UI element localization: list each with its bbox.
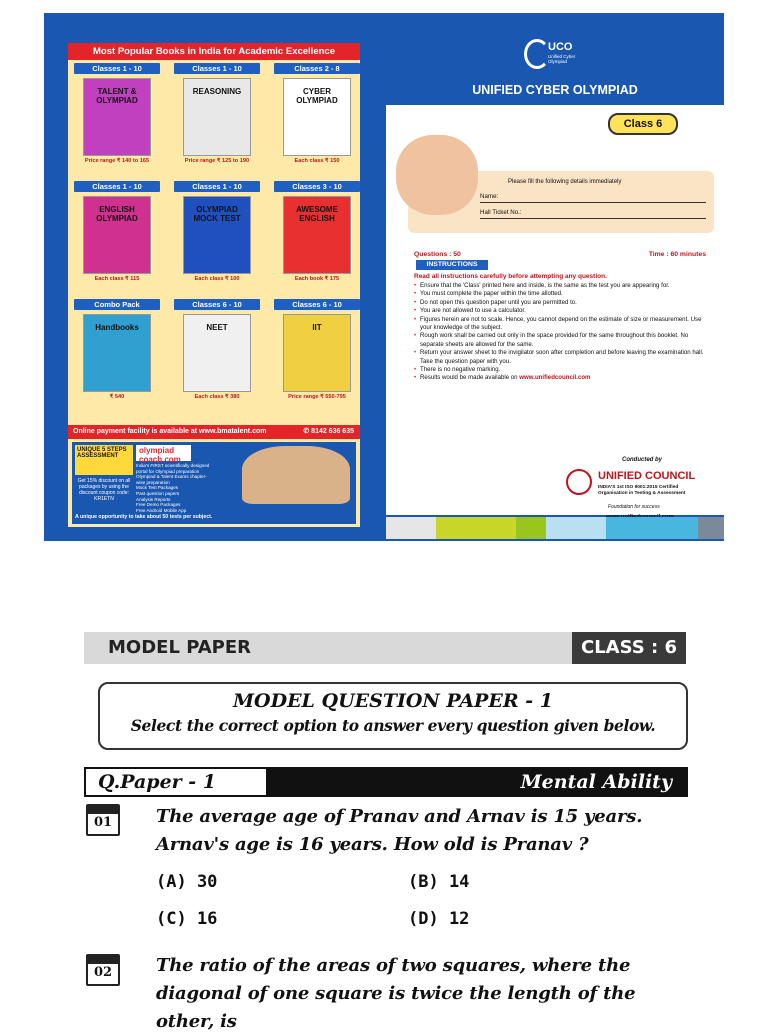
book-item[interactable]	[274, 299, 360, 400]
class-label: Class 6	[608, 113, 678, 135]
discount-text: Get 15% discount on all packages by using the discount coupon code: KR1ETN	[77, 478, 131, 502]
results-link[interactable]: www.unifiedcouncil.com	[519, 374, 591, 382]
results-text: Results would be made available on	[420, 374, 518, 382]
book-title: Handbooks	[95, 323, 139, 332]
uco-logo-icon	[524, 39, 550, 69]
book-price: Each class ₹ 100	[194, 276, 240, 282]
conducted-by: Conducted by	[622, 457, 662, 463]
book-cover	[283, 78, 351, 156]
book-class-badge: Combo Pack	[74, 299, 160, 310]
option-c[interactable]: (C) 16	[156, 909, 218, 929]
book-cover	[283, 314, 351, 392]
book-title: AWESOME ENGLISH	[296, 205, 338, 223]
book-item[interactable]	[74, 181, 160, 282]
iso-text	[598, 485, 685, 496]
instruction-item: • Do not open this question paper until you are permitted to.	[414, 299, 710, 307]
iso-line-2: Organisation in Testing & Assessment	[598, 490, 686, 496]
book-price: Each class ₹ 380	[194, 394, 240, 400]
please-fill-text: Please fill the following details immediately	[508, 179, 622, 185]
read-all-text: Read all instructions carefully before attempting any question.	[414, 273, 607, 280]
feature-item: Free Android Mobile App	[136, 507, 187, 513]
book-item[interactable]	[74, 299, 160, 400]
instruction-item: • Figures herein are not to scale. Hence, you cannot depend on the estimate of size or measurement. Use your knowledge of the subject.	[414, 316, 710, 333]
coach-logo: olympiad coach.com	[136, 445, 191, 461]
color-strip	[546, 517, 606, 539]
exam-meta	[414, 251, 706, 258]
online-payment-bar	[68, 425, 360, 439]
question-number-icon	[86, 804, 120, 836]
instruction-item: • Rough work shall be carried out only in the space provided for the same throughout this booklet. No separate sheets are allowed for the same.	[414, 332, 710, 349]
question-number: 01	[93, 815, 113, 830]
instruction-item: • Return your answer sheet to the invigilator soon after completion and before leaving the examination hall. Take the question paper with you.	[414, 349, 710, 366]
instruction-item: • You are not allowed to use a calculator.	[414, 307, 710, 315]
option-b[interactable]: (B) 14	[408, 872, 470, 892]
time-limit: Time : 60 minutes	[648, 251, 706, 258]
feature-item: Analysis Reports	[136, 496, 171, 502]
instruction-item: • You must complete the paper within the time allotted.	[414, 290, 710, 298]
book-cover	[283, 196, 351, 274]
question-number-icon	[86, 954, 120, 986]
instructions-heading: INSTRUCTIONS	[416, 260, 488, 270]
book-title: NEET	[206, 323, 228, 332]
book-class-badge: Classes 6 - 10	[274, 299, 360, 310]
unique-opportunity: A unique opportunity to take about 50 tests per subject.	[75, 514, 213, 520]
instruction-list	[414, 282, 710, 383]
phone-number: ✆ 8142 636 635	[303, 428, 354, 435]
book-item[interactable]	[174, 299, 260, 400]
brochure-cover	[44, 13, 724, 541]
model-paper-header: MODEL PAPER	[84, 632, 572, 664]
book-title: ENGLISH OLYMPIAD	[96, 205, 138, 223]
book-price: Each book ₹ 175	[294, 276, 340, 282]
book-class-badge: Classes 6 - 10	[174, 299, 260, 310]
color-strip	[516, 517, 546, 539]
section-header	[84, 767, 688, 797]
uco-logo	[524, 39, 594, 79]
book-class-badge: Classes 3 - 10	[274, 181, 360, 192]
book-class-badge: Classes 2 - 8	[274, 63, 360, 74]
book-price: ₹ 540	[109, 394, 125, 400]
qpaper-label: Q.Paper - 1	[98, 771, 217, 793]
book-class-badge: Classes 1 - 10	[174, 63, 260, 74]
council-name: UNIFIED COUNCIL	[598, 470, 696, 482]
book-title: CYBER OLYMPIAD	[296, 87, 338, 105]
feature-item: India's FIRST scientifically designed portal for Olympiad preparation	[136, 463, 210, 474]
book-class-badge: Classes 1 - 10	[74, 63, 160, 74]
book-cover	[183, 196, 251, 274]
book-class-badge: Classes 1 - 10	[174, 181, 260, 192]
feature-list	[136, 463, 214, 513]
book-item[interactable]	[74, 63, 160, 164]
name-field[interactable]: Name:	[480, 193, 706, 203]
book-item[interactable]	[274, 63, 360, 164]
girl-photo	[396, 135, 478, 215]
book-title: IIT	[312, 323, 322, 332]
book-cover	[83, 314, 151, 392]
council-seal-icon	[566, 469, 592, 495]
instruction-item: • There is no negative marking.	[414, 366, 710, 374]
usa-logo: UNIQUE 5 STEPS ASSESSMENT	[75, 445, 133, 475]
option-a[interactable]: (A) 30	[156, 872, 218, 892]
book-cover	[183, 78, 251, 156]
book-price: Price range ₹ 125 to 190	[184, 158, 250, 164]
foundation-tagline: Foundation for success	[608, 504, 660, 510]
question-count: Questions : 50	[414, 251, 461, 258]
section-name: Mental Ability	[266, 769, 686, 795]
book-class-badge: Classes 1 - 10	[74, 181, 160, 192]
color-strip	[606, 517, 698, 539]
instruction-item	[414, 374, 710, 382]
question-1-text: The average age of Pranav and Arnav is 15 years. Arnav's age is 16 years. How old is Pranav ?	[156, 806, 643, 855]
book-price: Price range ₹ 140 to 165	[84, 158, 150, 164]
color-strip	[698, 517, 724, 539]
color-strip	[436, 517, 516, 539]
book-title: OLYMPIAD MOCK TEST	[193, 205, 241, 223]
book-catalog-panel	[68, 43, 360, 527]
feature-item: Olympiad & Talent Exams chapter-wise preparation	[136, 474, 207, 485]
book-item[interactable]	[174, 181, 260, 282]
book-price: Each class ₹ 150	[294, 158, 340, 164]
feature-item: Past question papers	[136, 490, 180, 496]
book-item[interactable]	[274, 181, 360, 282]
book-cover	[183, 314, 251, 392]
class-header: CLASS : 6	[572, 632, 686, 664]
book-cover	[83, 196, 151, 274]
catalog-title: Most Popular Books in India for Academic Excellence	[68, 43, 360, 60]
instruction-item: • Ensure that the 'Class' printed here and inside, is the same as the test you are appearing for.	[414, 282, 710, 290]
olympiad-title: UNIFIED CYBER OLYMPIAD	[472, 83, 638, 97]
paper-title-box	[98, 682, 688, 750]
color-strip	[386, 517, 436, 539]
option-d[interactable]: (D) 12	[408, 909, 470, 929]
paper-title: MODEL QUESTION PAPER - 1	[233, 690, 553, 712]
book-price: Price range ₹ 550-795	[288, 394, 346, 400]
question-2-text: The ratio of the areas of two squares, where the diagonal of one square is twice the length of the other, is	[156, 955, 636, 1032]
online-payment-text: Online payment facility is available at www.bmatalent.com	[73, 428, 267, 435]
book-title: REASONING	[192, 87, 242, 96]
question-number: 02	[93, 965, 113, 980]
paper-subtitle: Select the correct option to answer every question given below.	[130, 716, 656, 735]
iso-line-1: INDIA'S 1st ISO 9001:2015 Certified	[598, 485, 679, 490]
olympiad-coach-promo	[72, 442, 356, 524]
book-item[interactable]	[174, 63, 260, 164]
book-cover	[83, 78, 151, 156]
book-price: Each class ₹ 115	[94, 276, 140, 282]
feature-item: Mock Test Packages	[136, 485, 179, 491]
book-title: TALENT & OLYMPIAD	[96, 87, 138, 105]
cover-white-area	[386, 105, 724, 515]
uco-logo-text: UCO	[548, 41, 573, 53]
uco-logo-sub: Unified Cyber Olympiad	[548, 54, 576, 64]
kids-photo	[242, 446, 350, 504]
uco-cover-panel	[386, 13, 724, 541]
feature-item: Free Demo Packages	[136, 502, 181, 508]
hall-ticket-field[interactable]: Hall Ticket No.:	[480, 209, 706, 219]
